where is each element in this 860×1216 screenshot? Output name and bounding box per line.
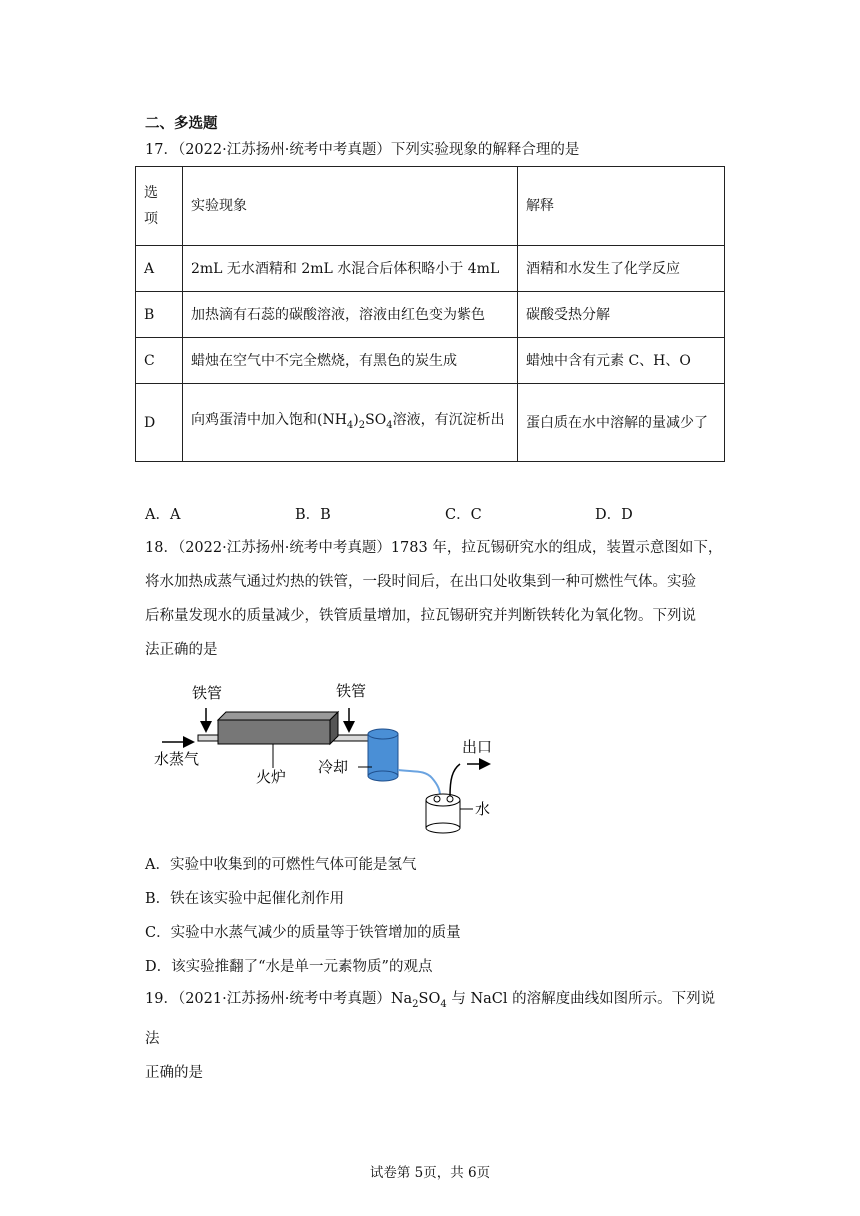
row-explanation: 蛋白质在水中溶解的量减少了 [518,384,725,462]
cooler-bottom [368,771,398,781]
table-row [136,292,725,338]
q18-line: 法正确的是 [145,642,218,658]
cooler-top [368,729,398,739]
choice-c[interactable]: C．C [445,507,482,523]
collector-bottom [426,823,460,833]
q17-stem: 17．（2022·江苏扬州·统考中考真题）下列实验现象的解释合理的是 [145,142,580,158]
q17-table [135,166,725,462]
cooler [368,734,398,776]
header-option: 选项 [136,167,183,246]
table-row [136,384,725,462]
table-row [136,246,725,292]
choice-b[interactable]: B．B [295,507,331,523]
row-explanation: 酒精和水发生了化学反应 [518,246,725,292]
choice-d[interactable]: D．D [595,507,633,523]
row-explanation: 蜡烛中含有元素 C、H、O [518,338,725,384]
outlet-tube [450,764,460,796]
row-option: A [136,246,183,292]
q19-stem [145,982,725,1090]
label-outlet: 出口 [462,738,493,756]
answer-d[interactable]: D．该实验推翻了“水是单一元素物质”的观点 [145,959,433,975]
q19-line: 19．（2021·江苏扬州·统考中考真题）$Na_2SO_4$ 与 NaCl 的溶解度曲线如图所示。下列说法 [145,991,716,1047]
label-furnace: 火炉 [256,768,287,786]
label-cooling: 冷却 [318,758,349,776]
furnace-top [218,712,338,720]
label-water: 水 [475,800,491,818]
collector-port-left [434,796,440,802]
section-title: 二、多选题 [145,116,218,132]
choice-a[interactable]: A．A [145,507,181,523]
row-explanation: 碳酸受热分解 [518,292,725,338]
label-tube-left: 铁管 [192,684,223,702]
row-option: C [136,338,183,384]
apparatus-diagram [140,672,520,837]
row-phenomenon: 蜡烛在空气中不完全燃烧，有黑色的炭生成 [183,338,518,384]
page-footer: 试卷第 5页，共 6页 [369,1165,491,1181]
row-phenomenon: 2mL 无水酒精和 2mL 水混合后体积略小于 4mL [183,246,518,292]
table-row [136,338,725,384]
furnace [218,720,330,744]
connecting-tube [398,770,440,796]
q18-line: 后称量发现水的质量减少，铁管质量增加，拉瓦锡研究并判断铁转化为氧化物。下列说 [145,608,696,624]
q17-choices [145,503,745,524]
q19-line: 正确的是 [145,1064,203,1081]
answer-a[interactable]: A．实验中收集到的可燃性气体可能是氢气 [145,857,417,873]
header-phenomenon: 实验现象 [183,167,518,246]
header-explanation: 解释 [518,167,725,246]
table-header-row [136,167,725,246]
row-phenomenon: 加热滴有石蕊的碳酸溶液，溶液由红色变为紫色 [183,292,518,338]
q18-stem [145,531,725,667]
answer-b[interactable]: B．铁在该实验中起催化剂作用 [145,891,345,907]
answer-c[interactable]: C．实验中水蒸气减少的质量等于铁管增加的质量 [145,925,461,941]
row-option: D [136,384,183,462]
q18-line: 18．（2022·江苏扬州·统考中考真题）1783 年，拉瓦锡研究水的组成，装置示意图如下， [145,540,723,556]
row-phenomenon: 向鸡蛋清中加入饱和$(NH_4)_2SO_4$溶液，有沉淀析出 [183,384,518,462]
label-steam: 水蒸气 [154,750,200,768]
row-option: B [136,292,183,338]
label-tube-right: 铁管 [336,682,367,700]
collector-top [426,794,460,806]
collector-port-right [447,796,453,802]
q18-line: 将水加热成蒸气通过灼热的铁管，一段时间后，在出口处收集到一种可燃性气体。实验 [145,574,696,590]
